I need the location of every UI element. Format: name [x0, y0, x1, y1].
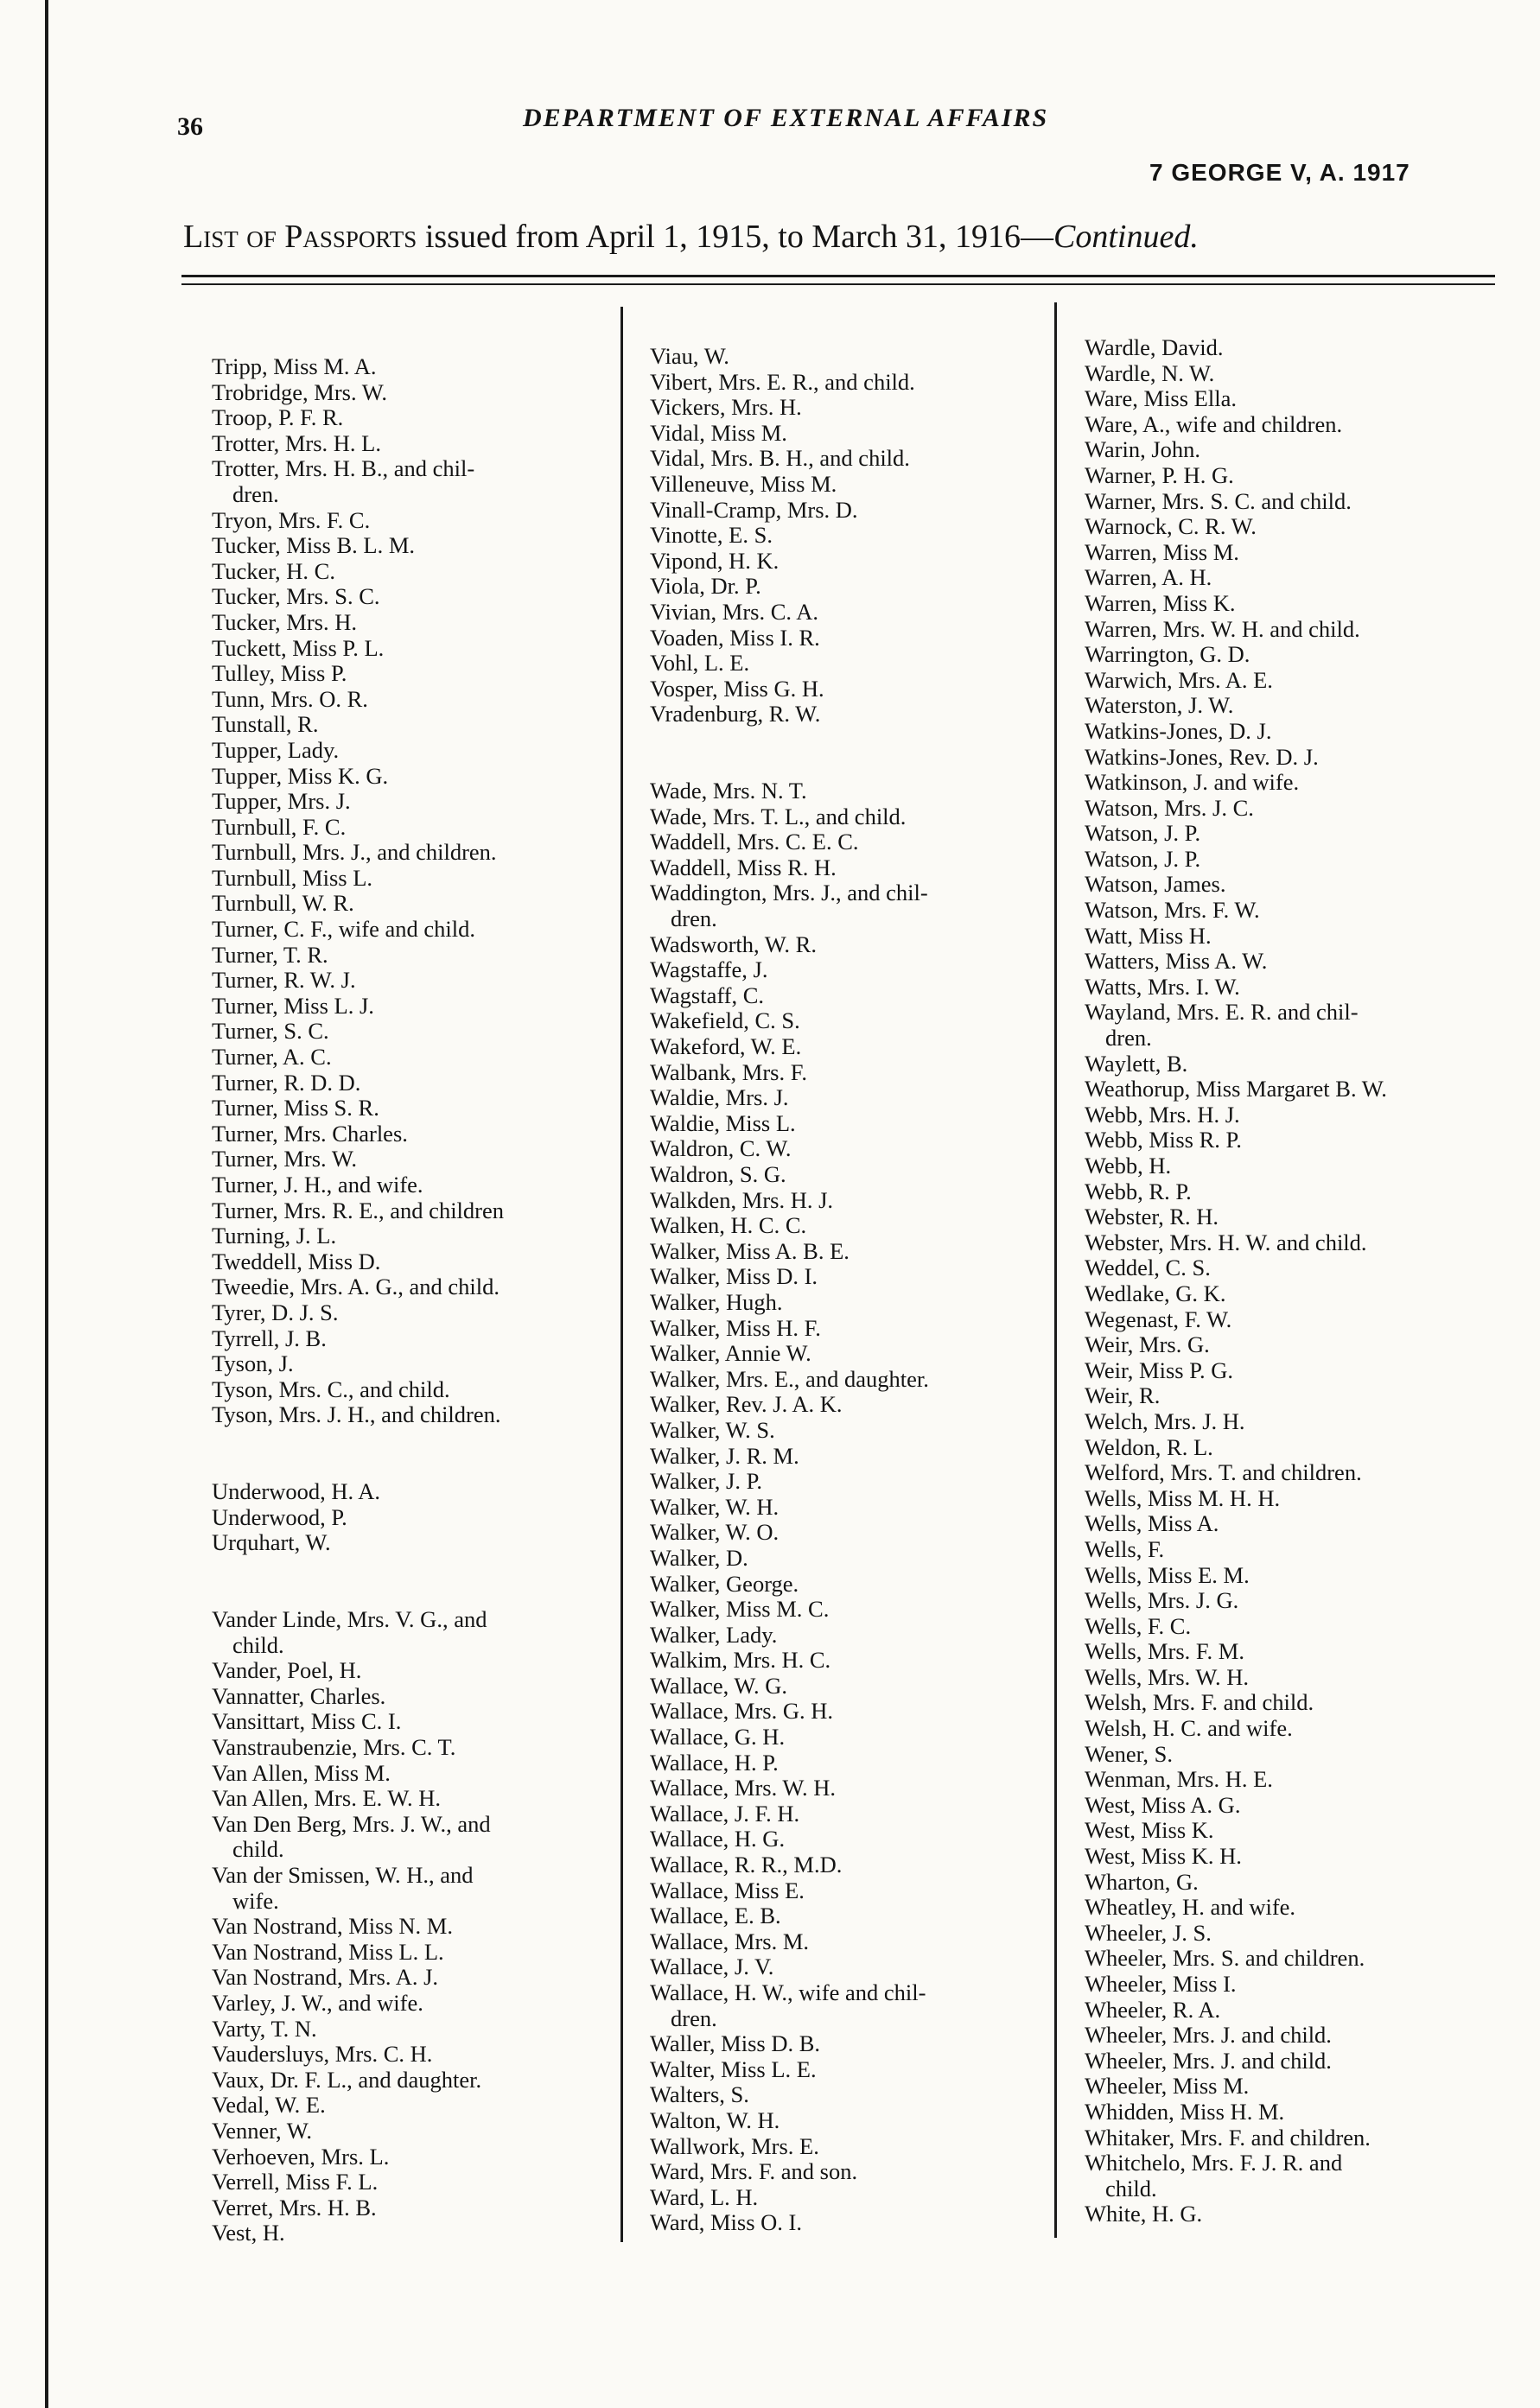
passport-entry: Walker, George. — [650, 1570, 799, 1597]
passport-entry: Turner, T. R. — [212, 941, 328, 968]
passport-entry: Wallace, R. R., M.D. — [650, 1852, 843, 1878]
passport-entry: White, H. G. — [1085, 2201, 1203, 2227]
passport-entry: Waddell, Miss R. H. — [650, 854, 837, 880]
passport-entry: West, Miss A. G. — [1085, 1791, 1241, 1818]
passport-entry: Turnbull, W. R. — [212, 890, 354, 917]
passport-entry: Wallace, Mrs. M. — [650, 1928, 810, 1954]
passport-entry: Watters, Miss A. W. — [1085, 948, 1268, 975]
left-margin-rule — [45, 0, 48, 2408]
passport-entry: dren. — [232, 480, 279, 507]
passport-entry: Wallace, W. G. — [650, 1672, 788, 1699]
passport-entry: Tucker, Mrs. H. — [212, 608, 358, 635]
list-title-main: issued from April 1, 1915, to March 31, 1916— — [417, 219, 1054, 255]
list-spacer — [212, 1428, 618, 1454]
passport-entry: Vinall-Cramp, Mrs. D. — [650, 496, 858, 523]
passport-entry: Vibert, Mrs. E. R., and child. — [650, 368, 915, 395]
passport-entry: Webb, R. P. — [1085, 1178, 1192, 1204]
passport-entry: Trobridge, Mrs. W. — [212, 378, 387, 405]
passport-entry: Van Nostrand, Miss L. L. — [212, 1938, 444, 1965]
passport-entry: Wells, Miss M. H. H. — [1085, 1484, 1281, 1511]
passport-entry: Walken, H. C. C. — [650, 1212, 807, 1239]
passport-entry: Waterston, J. W. — [1085, 692, 1234, 719]
passport-entry: Waldie, Mrs. J. — [650, 1084, 789, 1111]
passport-entry: Vaux, Dr. F. L., and daughter. — [212, 2066, 482, 2093]
passport-entry: Vanstraubenzie, Mrs. C. T. — [212, 1734, 456, 1761]
passport-entry: Webster, R. H. — [1085, 1204, 1219, 1230]
list-spacer — [212, 1582, 618, 1608]
passport-entry: Wallace, G. H. — [650, 1724, 786, 1750]
passport-entry: Vest, H. — [212, 2220, 285, 2246]
passport-entry: Warren, Miss M. — [1085, 538, 1239, 565]
passport-entry: Watts, Mrs. I. W. — [1085, 973, 1240, 1000]
list-title — [183, 218, 1199, 256]
passport-entry: Wells, Miss A. — [1085, 1510, 1219, 1537]
passport-entry: Walker, Miss M. C. — [650, 1596, 830, 1623]
passport-entry: Waldron, C. W. — [650, 1135, 792, 1162]
passport-entry: Tunstall, R. — [212, 711, 319, 738]
passport-entry: Vidal, Mrs. B. H., and child. — [650, 445, 910, 472]
passport-entry: Turner, Miss L. J. — [212, 992, 374, 1019]
passport-entry: Whidden, Miss H. M. — [1085, 2098, 1285, 2125]
passport-entry: Tucker, Miss B. L. M. — [212, 532, 416, 559]
passport-entry: child. — [1105, 2175, 1157, 2202]
passport-entry: Warren, A. H. — [1085, 564, 1212, 591]
passport-entry: Wharton, G. — [1085, 1868, 1199, 1895]
passport-entry: Walker, Mrs. E., and daughter. — [650, 1365, 929, 1392]
passport-entry: Warren, Mrs. W. H. and child. — [1085, 615, 1360, 642]
passport-entry: Verrell, Miss F. L. — [212, 2169, 379, 2195]
passport-entry: Walker, Miss D. I. — [650, 1263, 818, 1290]
passport-entry: Weddel, C. S. — [1085, 1255, 1211, 1281]
passport-entry: Tryon, Mrs. F. C. — [212, 506, 371, 533]
passport-entry: Vannatter, Charles. — [212, 1682, 386, 1709]
passport-entry: Welch, Mrs. J. H. — [1085, 1407, 1245, 1434]
passport-entry: Wallace, Mrs. G. H. — [650, 1698, 834, 1725]
passport-entry: Warwich, Mrs. A. E. — [1085, 666, 1273, 693]
passport-entry: Watkins-Jones, Rev. D. J. — [1085, 743, 1319, 770]
passport-entry: Whitaker, Mrs. F. and children. — [1085, 2124, 1371, 2151]
passport-entry: Waldron, S. G. — [650, 1161, 786, 1187]
passport-entry: Walkden, Mrs. H. J. — [650, 1186, 834, 1213]
passport-entry: Turner, Miss S. R. — [212, 1095, 379, 1121]
passport-entry: Vedal, W. E. — [212, 2092, 326, 2119]
passport-entry: Walbank, Mrs. F. — [650, 1058, 807, 1085]
passport-entry: Weldon, R. L. — [1085, 1433, 1213, 1460]
passport-entry: Vosper, Miss G. H. — [650, 675, 824, 702]
list-spacer — [650, 753, 1047, 779]
list-title-continued: Continued. — [1053, 219, 1199, 255]
passport-entry: Vickers, Mrs. H. — [650, 394, 802, 421]
passport-entry: Wheeler, Mrs. J. and child. — [1085, 2022, 1332, 2049]
passport-entry: Wenman, Mrs. H. E. — [1085, 1766, 1273, 1793]
passport-entry: Voaden, Miss I. R. — [650, 624, 820, 651]
passport-entry: Walkim, Mrs. H. C. — [650, 1647, 831, 1674]
passport-entry: Trotter, Mrs. H. B., and chil- — [212, 455, 475, 482]
passport-entry: Wagstaffe, J. — [650, 956, 768, 983]
passport-entry: Warnock, C. R. W. — [1085, 513, 1257, 540]
passport-entry: Warren, Miss K. — [1085, 589, 1236, 616]
name-column-2 — [650, 344, 1047, 2236]
passport-entry: Watson, J. P. — [1085, 845, 1201, 872]
passport-entry: Weir, Mrs. G. — [1085, 1331, 1210, 1358]
passport-entry: Turnbull, Miss L. — [212, 864, 373, 891]
passport-entry: Watson, James. — [1085, 871, 1226, 898]
passport-entry: Wallace, H. W., wife and chil- — [650, 1979, 926, 2005]
passport-entry: Warner, Mrs. S. C. and child. — [1085, 487, 1352, 514]
passport-entry: wife. — [232, 1887, 279, 1914]
passport-entry: Wells, Mrs. J. G. — [1085, 1587, 1239, 1614]
passport-entry: Vander Linde, Mrs. V. G., and — [212, 1606, 487, 1633]
list-title-prefix: List of Passports — [183, 219, 417, 255]
passport-entry: West, Miss K. — [1085, 1817, 1214, 1844]
passport-entry: Turner, R. W. J. — [212, 967, 356, 994]
passport-entry: child. — [232, 1631, 284, 1658]
passport-entry: Van Nostrand, Miss N. M. — [212, 1913, 453, 1940]
passport-entry: Webb, H. — [1085, 1153, 1172, 1179]
passport-entry: Watson, Mrs. F. W. — [1085, 897, 1260, 924]
passport-entry: West, Miss K. H. — [1085, 1843, 1242, 1870]
passport-entry: dren. — [671, 905, 717, 932]
passport-entry: Warrington, G. D. — [1085, 641, 1250, 668]
passport-entry: Wheeler, Mrs. S. and children. — [1085, 1945, 1365, 1972]
passport-entry: Tripp, Miss M. A. — [212, 353, 377, 379]
passport-entry: Villeneuve, Miss M. — [650, 470, 837, 497]
passport-entry: Tupper, Mrs. J. — [212, 788, 351, 815]
passport-entry: Van Allen, Mrs. E. W. H. — [212, 1785, 441, 1812]
passport-entry: Wallace, H. P. — [650, 1749, 779, 1776]
passport-entry: Vivian, Mrs. C. A. — [650, 598, 818, 625]
passport-entry: Wallace, E. B. — [650, 1903, 781, 1929]
passport-entry: Vander, Poel, H. — [212, 1657, 362, 1684]
passport-entry: Troop, P. F. R. — [212, 404, 344, 431]
passport-entry: Vidal, Miss M. — [650, 419, 787, 446]
passport-entry: Tyson, Mrs. J. H., and children. — [212, 1401, 501, 1428]
passport-entry: Wade, Mrs. T. L., and child. — [650, 803, 907, 829]
passport-entry: Ward, Mrs. F. and son. — [650, 2158, 858, 2185]
passport-entry: Ware, A., wife and children. — [1085, 410, 1343, 437]
passport-entry: Wallwork, Mrs. E. — [650, 2132, 819, 2159]
passport-entry: Tyrrell, J. B. — [212, 1325, 327, 1351]
passport-entry: dren. — [671, 2005, 717, 2031]
passport-entry: Tweedie, Mrs. A. G., and child. — [212, 1274, 500, 1300]
passport-entry: Tupper, Lady. — [212, 736, 340, 763]
passport-entry: Vradenburg, R. W. — [650, 701, 821, 727]
passport-entry: Walker, J. R. M. — [650, 1442, 799, 1469]
passport-entry: Verhoeven, Mrs. L. — [212, 2143, 390, 2170]
passport-entry: Walker, Miss H. F. — [650, 1314, 821, 1341]
header-rule-bottom — [181, 283, 1495, 285]
passport-entry: Weir, R. — [1085, 1382, 1161, 1409]
page-number: 36 — [177, 112, 203, 141]
passport-entry: Verret, Mrs. H. B. — [212, 2194, 377, 2221]
passport-entry: Welford, Mrs. T. and children. — [1085, 1459, 1362, 1486]
passport-entry: Weathorup, Miss Margaret B. W. — [1085, 1076, 1387, 1102]
passport-entry: Webster, Mrs. H. W. and child. — [1085, 1229, 1367, 1255]
passport-entry: Walker, Annie W. — [650, 1340, 811, 1367]
passport-entry: Wagstaff, C. — [650, 982, 765, 1008]
passport-entry: Warner, P. H. G. — [1085, 461, 1234, 488]
passport-entry: Warin, John. — [1085, 436, 1201, 463]
passport-entry: Waddington, Mrs. J., and chil- — [650, 880, 928, 906]
passport-entry: Webb, Miss R. P. — [1085, 1127, 1242, 1153]
passport-entry: Vaudersluys, Mrs. C. H. — [212, 2041, 433, 2068]
passport-entry: Wallace, J. F. H. — [650, 1800, 800, 1827]
passport-entry: Watkinson, J. and wife. — [1085, 769, 1300, 796]
passport-entry: Walker, W. S. — [650, 1416, 775, 1443]
passport-entry: Van der Smissen, W. H., and — [212, 1862, 474, 1889]
passport-entry: Viola, Dr. P. — [650, 573, 761, 600]
column-rule-2 — [1054, 302, 1057, 2238]
passport-entry: Tucker, H. C. — [212, 557, 335, 584]
passport-entry: Walker, Miss A. B. E. — [650, 1237, 850, 1264]
session-reference: 7 GEORGE V, A. 1917 — [1149, 159, 1410, 186]
passport-entry: Wells, Miss E. M. — [1085, 1561, 1250, 1588]
passport-entry: Watson, J. P. — [1085, 820, 1201, 847]
passport-entry: Wells, F. — [1085, 1535, 1165, 1562]
passport-entry: Turnbull, F. C. — [212, 813, 347, 840]
passport-entry: Watt, Miss H. — [1085, 922, 1212, 949]
passport-entry: Van Nostrand, Mrs. A. J. — [212, 1964, 439, 1991]
passport-entry: Wener, S. — [1085, 1740, 1174, 1767]
passport-entry: Welsh, H. C. and wife. — [1085, 1715, 1293, 1742]
passport-entry: Waylett, B. — [1085, 1050, 1188, 1077]
header-rule-top — [181, 275, 1495, 277]
passport-entry: Weir, Miss P. G. — [1085, 1356, 1234, 1383]
passport-entry: Venner, W. — [212, 2117, 312, 2144]
passport-entry: Tunn, Mrs. O. R. — [212, 685, 368, 712]
passport-entry: Wadsworth, W. R. — [650, 931, 817, 957]
passport-entry: child. — [232, 1836, 284, 1863]
passport-entry: Walters, S. — [650, 2081, 749, 2108]
passport-entry: Wallace, J. V. — [650, 1954, 774, 1980]
passport-entry: Walker, D. — [650, 1544, 748, 1571]
passport-entry: Tyrer, D. J. S. — [212, 1299, 339, 1325]
passport-entry: Wakeford, W. E. — [650, 1033, 802, 1060]
list-spacer — [212, 1454, 618, 1480]
passport-entry: Walker, W. H. — [650, 1493, 780, 1520]
passport-entry: Wallace, H. G. — [650, 1826, 786, 1852]
passport-entry: Turner, A. C. — [212, 1044, 332, 1071]
passport-entry: Wakefield, C. S. — [650, 1007, 800, 1034]
passport-entry: Turner, C. F., wife and child. — [212, 916, 475, 943]
passport-entry: Walker, W. O. — [650, 1519, 780, 1546]
passport-entry: Tupper, Miss K. G. — [212, 762, 389, 789]
name-column-3 — [1085, 335, 1534, 2227]
passport-entry: Van Den Berg, Mrs. J. W., and — [212, 1810, 491, 1837]
passport-entry: Vansittart, Miss C. I. — [212, 1708, 402, 1735]
passport-entry: Waldie, Miss L. — [650, 1109, 796, 1136]
passport-entry: Turning, J. L. — [212, 1223, 337, 1249]
column-rule-1 — [620, 307, 623, 2242]
passport-entry: Wedlake, G. K. — [1085, 1280, 1226, 1306]
passport-entry: Waller, Miss D. B. — [650, 2030, 821, 2057]
passport-entry: Walker, Rev. J. A. K. — [650, 1391, 843, 1418]
passport-entry: Turner, Mrs. W. — [212, 1146, 358, 1172]
passport-entry: Underwood, H. A. — [212, 1478, 381, 1505]
passport-entry: Vohl, L. E. — [650, 650, 750, 677]
passport-entry: Underwood, P. — [212, 1503, 347, 1530]
passport-entry: Waddell, Mrs. C. E. C. — [650, 829, 859, 855]
passport-entry: Wells, F. C. — [1085, 1612, 1192, 1639]
passport-entry: Van Allen, Miss M. — [212, 1759, 391, 1786]
passport-entry: Wardle, N. W. — [1085, 359, 1215, 386]
passport-entry: Walker, Hugh. — [650, 1288, 783, 1315]
passport-entry: Watkins-Jones, D. J. — [1085, 717, 1272, 744]
passport-entry: Wells, Mrs. F. M. — [1085, 1638, 1244, 1665]
passport-entry: Walton, W. H. — [650, 2106, 780, 2133]
passport-entry: Turner, Mrs. R. E., and children — [212, 1197, 505, 1223]
passport-entry: Wheatley, H. and wife. — [1085, 1894, 1296, 1921]
passport-entry: Vinotte, E. S. — [650, 522, 773, 549]
passport-entry: Wallace, Mrs. W. H. — [650, 1775, 836, 1801]
passport-entry: Varley, J. W., and wife. — [212, 1990, 423, 2016]
name-column-1 — [212, 354, 618, 2246]
passport-entry: dren. — [1105, 1025, 1152, 1052]
passport-entry: Trotter, Mrs. H. L. — [212, 429, 381, 456]
passport-entry: Tucker, Mrs. S. C. — [212, 583, 380, 610]
passport-entry: Wheeler, Miss I. — [1085, 1971, 1237, 1997]
passport-entry: Wegenast, F. W. — [1085, 1306, 1232, 1332]
passport-entry: Viau, W. — [650, 343, 729, 369]
passport-entry: Urquhart, W. — [212, 1529, 331, 1556]
passport-entry: Vipond, H. K. — [650, 547, 780, 574]
passport-entry: Varty, T. N. — [212, 2015, 317, 2042]
passport-entry: Wheeler, Mrs. J. and child. — [1085, 2047, 1332, 2074]
passport-entry: Wade, Mrs. N. T. — [650, 778, 807, 804]
passport-entry: Turnbull, Mrs. J., and children. — [212, 839, 497, 866]
running-head: DEPARTMENT OF EXTERNAL AFFAIRS — [523, 104, 1049, 132]
passport-entry: Walker, Lady. — [650, 1621, 778, 1648]
passport-entry: Watson, Mrs. J. C. — [1085, 794, 1254, 821]
passport-entry: Ward, Miss O. I. — [650, 2209, 802, 2236]
passport-entry: Wayland, Mrs. E. R. and chil- — [1085, 999, 1359, 1026]
passport-entry: Walker, J. P. — [650, 1468, 763, 1495]
passport-entry: Tweddell, Miss D. — [212, 1248, 381, 1274]
passport-entry: Wheeler, Miss M. — [1085, 2073, 1250, 2100]
passport-entry: Wheeler, R. A. — [1085, 1996, 1221, 2023]
passport-entry: Welsh, Mrs. F. and child. — [1085, 1689, 1314, 1716]
passport-entry: Turner, Mrs. Charles. — [212, 1120, 408, 1147]
passport-entry: Wheeler, J. S. — [1085, 1919, 1212, 1946]
passport-entry: Tyson, Mrs. C., and child. — [212, 1376, 450, 1402]
passport-entry: Webb, Mrs. H. J. — [1085, 1101, 1240, 1128]
passport-entry: Turner, S. C. — [212, 1018, 329, 1045]
passport-entry: Wardle, David. — [1085, 334, 1224, 360]
passport-entry: Turner, J. H., and wife. — [212, 1172, 423, 1198]
passport-entry: Whitchelo, Mrs. F. J. R. and — [1085, 2150, 1343, 2176]
passport-entry: Tyson, J. — [212, 1350, 294, 1377]
list-spacer — [650, 727, 1047, 753]
passport-entry: Tulley, Miss P. — [212, 660, 347, 687]
passport-entry: Wells, Mrs. W. H. — [1085, 1663, 1250, 1690]
passport-entry: Ware, Miss Ella. — [1085, 385, 1237, 412]
passport-entry: Ward, L. H. — [650, 2183, 759, 2210]
passport-entry: Wallace, Miss E. — [650, 1877, 805, 1903]
passport-entry: Walter, Miss L. E. — [650, 2055, 817, 2082]
list-spacer — [212, 1556, 618, 1582]
passport-entry: Turner, R. D. D. — [212, 1069, 361, 1096]
passport-entry: Tuckett, Miss P. L. — [212, 634, 385, 661]
